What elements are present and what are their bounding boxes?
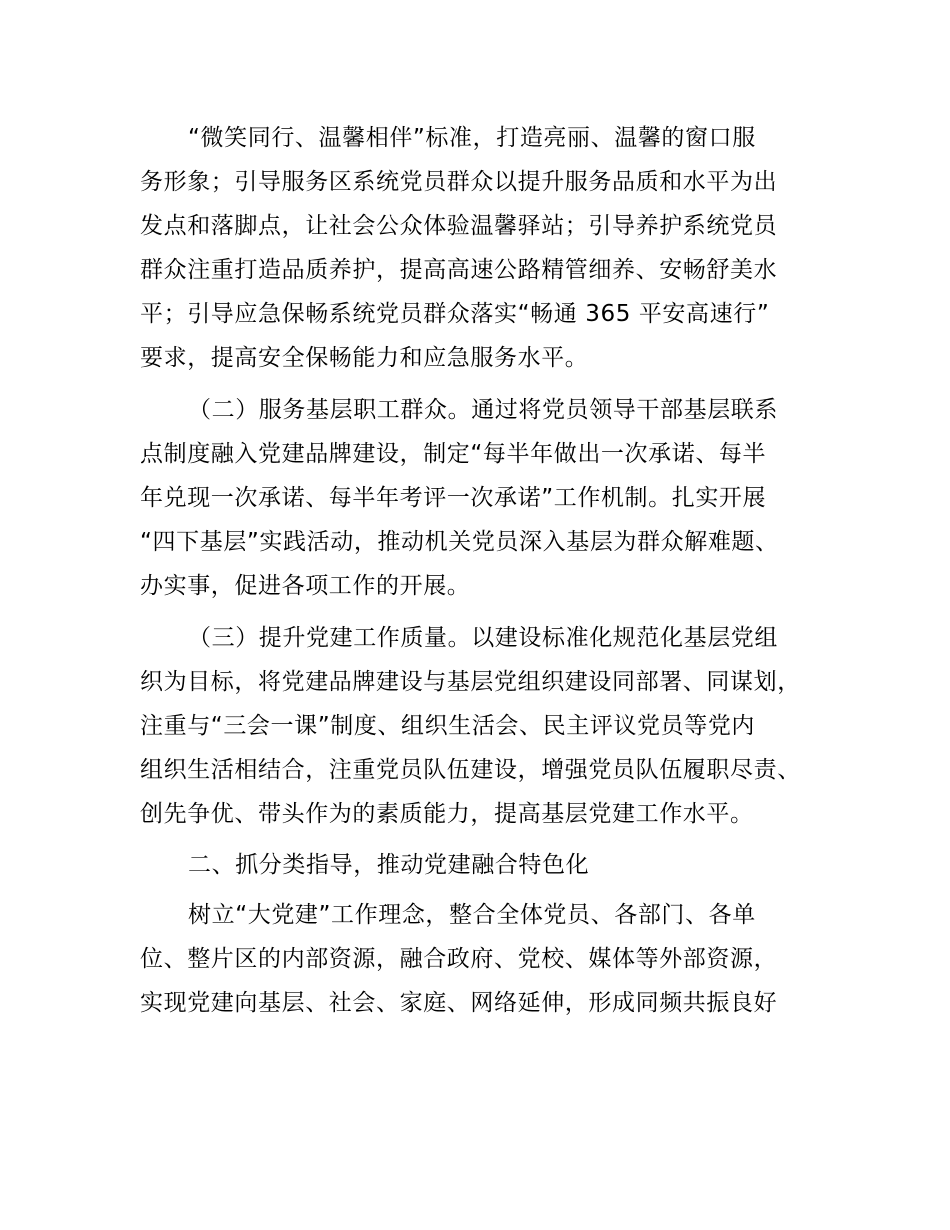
text-line: 位、整片区的内部资源，融合政府、党校、媒体等外部资源，: [140, 946, 778, 972]
text-line: 创先争优、带头作为的素质能力，提高基层党建工作水平。: [140, 801, 754, 827]
text-line: 办实事，促进各项工作的开展。: [140, 573, 471, 599]
text-line: 发点和落脚点，让社会公众体验温馨驿站；引导养护系统党员: [140, 213, 778, 239]
text-line: 树立“大党建”工作理念，整合全体党员、各部门、各单: [188, 902, 756, 928]
text-line: （二）服务基层职工群众。通过将党员领导干部基层联系: [188, 397, 778, 423]
text-line: 年兑现一次承诺、每半年考评一次承诺”工作机制。扎实开展: [140, 485, 767, 511]
text-line: “微笑同行、温馨相伴”标准，打造亮丽、温馨的窗口服: [188, 125, 756, 151]
text-line: 务形象；引导服务区系统党员群众以提升服务品质和水平为出: [140, 169, 778, 195]
text-line: 要求，提高安全保畅能力和应急服务水平。: [140, 345, 589, 371]
text-line: 平；引导应急保畅系统党员群众落实“畅通 365 平安高速行”: [140, 301, 770, 327]
text-line: 注重与“三会一课”制度、组织生活会、民主评议党员等党内: [140, 713, 756, 739]
text-line: 组织生活相结合，注重党员队伍建设，增强党员队伍履职尽责、: [140, 757, 801, 783]
text-line: 织为目标，将党建品牌建设与基层党组织建设同部署、同谋划，: [140, 669, 801, 695]
text-line: “四下基层”实践活动，推动机关党员深入基层为群众解难题、: [140, 529, 779, 555]
text-line: 点制度融入党建品牌建设，制定“每半年做出一次承诺、每半: [140, 441, 767, 467]
text-line: （三）提升党建工作质量。以建设标准化规范化基层党组: [188, 625, 778, 651]
section-heading: 二、抓分类指导，推动党建融合特色化: [188, 852, 590, 878]
text-line: 实现党建向基层、社会、家庭、网络延伸，形成同频共振良好: [140, 990, 778, 1016]
text-line: 群众注重打造品质养护，提高高速公路精管细养、安畅舒美水: [140, 257, 778, 283]
